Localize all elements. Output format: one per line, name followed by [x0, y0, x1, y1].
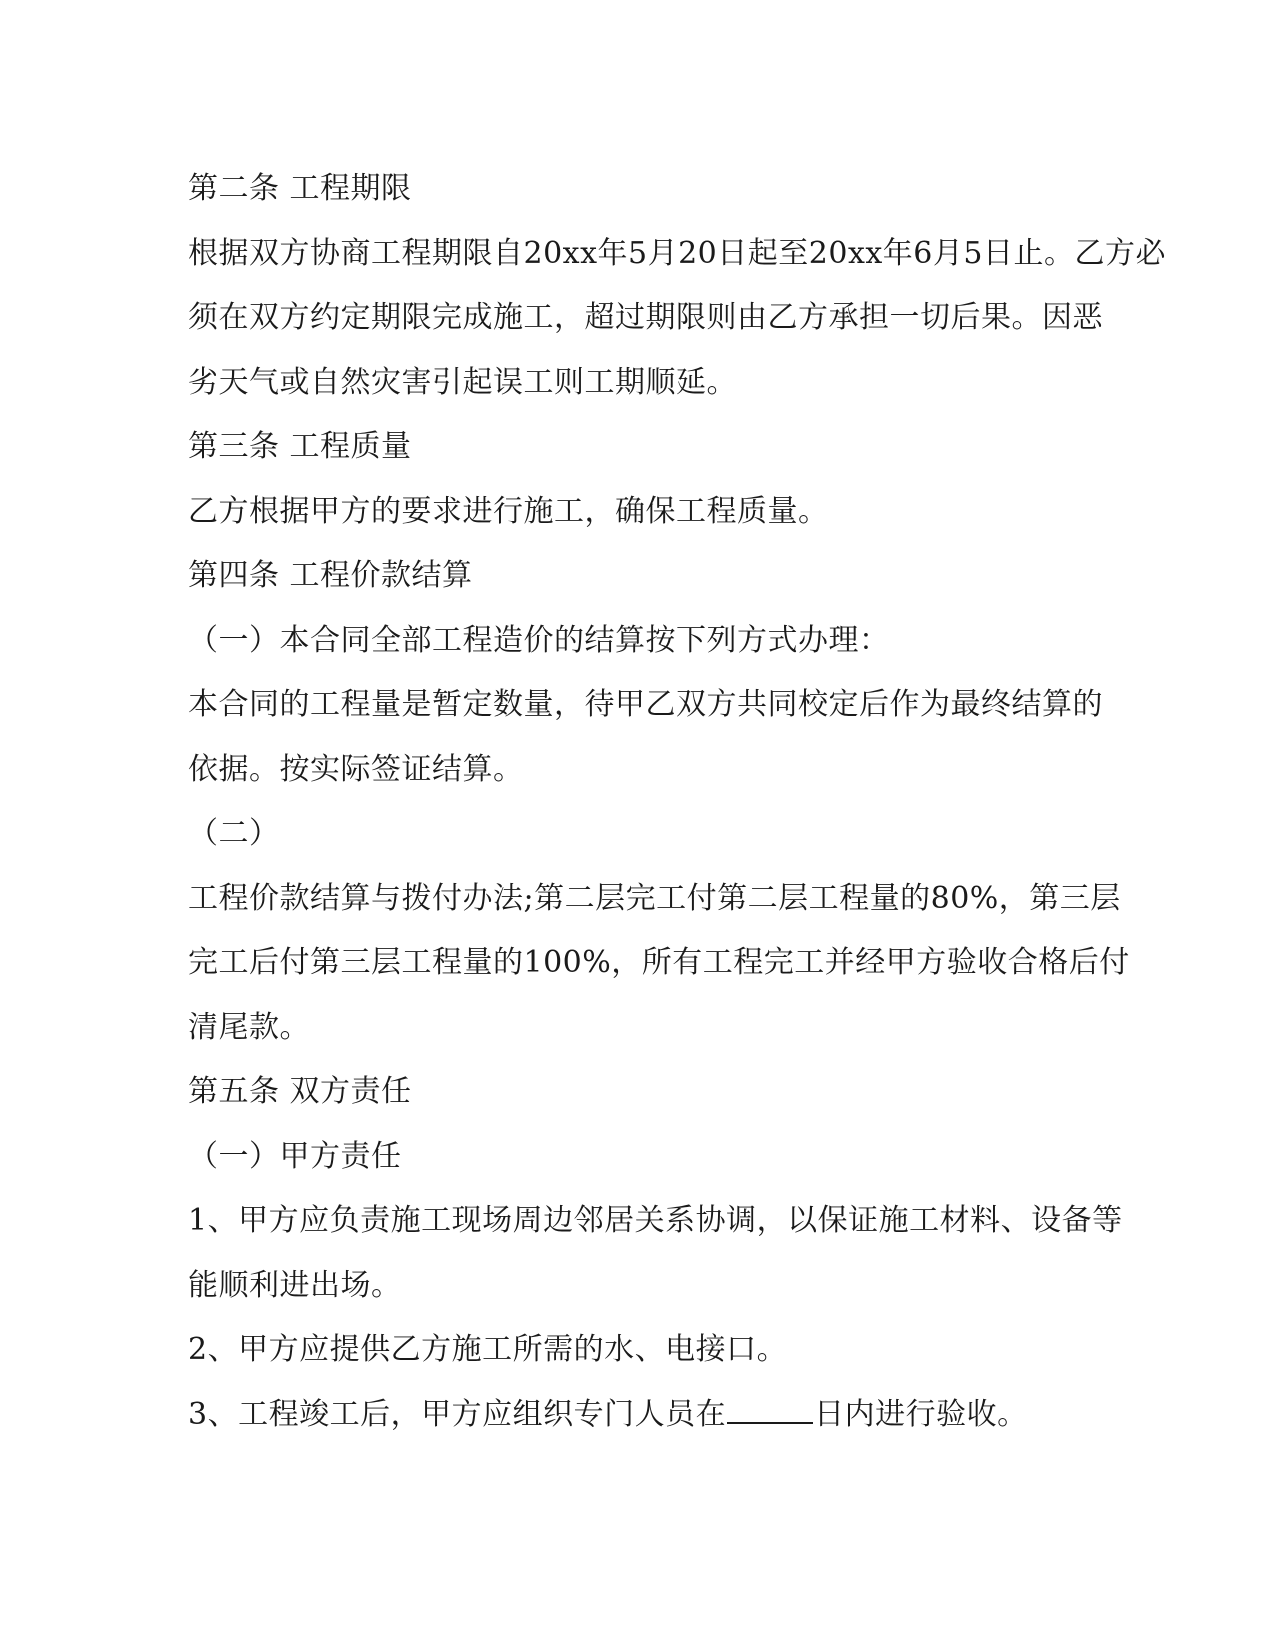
paragraph-line-with-blank [188, 1383, 1088, 1448]
text-after-blank: 日内进行验收。 [814, 1396, 1028, 1432]
paragraph-line: 须在双方约定期限完成施工，超过期限则由乙方承担一切后果。因恶 [188, 300, 1103, 335]
subsection-heading: （二） [188, 816, 280, 851]
paragraph-line: 本合同的工程量是暂定数量，待甲乙双方共同校定后作为最终结算的 [188, 687, 1103, 722]
paragraph-line: 清尾款。 [188, 1009, 310, 1045]
subsection-heading: （一）甲方责任 [188, 1138, 402, 1174]
text-before-blank: 3、工程竣工后，甲方应组织专门人员在 [188, 1396, 727, 1432]
paragraph-line: 1、甲方应负责施工现场周边邻居关系协调，以保证施工材料、设备等 [188, 1203, 1123, 1238]
paragraph-line: 依据。按实际签证结算。 [188, 751, 524, 787]
article-3-heading: 第三条 工程质量 [188, 429, 412, 464]
paragraph-line: 能顺利进出场。 [188, 1267, 402, 1303]
article-4-heading: 第四条 工程价款结算 [188, 558, 473, 593]
article-2-heading: 第二条 工程期限 [188, 171, 412, 206]
paragraph-line: 劣天气或自然灾害引起误工则工期顺延。 [188, 364, 737, 400]
paragraph-line: 乙方根据甲方的要求进行施工，确保工程质量。 [188, 493, 829, 529]
document-body [188, 157, 1166, 1447]
paragraph-line: 根据双方协商工程期限自20xx年5月20日起至20xx年6月5日止。乙方必 [188, 235, 1166, 271]
article-5-heading: 第五条 双方责任 [188, 1074, 412, 1109]
paragraph-line: 工程价款结算与拨付办法;第二层完工付第二层工程量的80%，第三层 [188, 880, 1121, 916]
fill-in-blank [727, 1396, 813, 1424]
paragraph-line: 2、甲方应提供乙方施工所需的水、电接口。 [188, 1332, 788, 1367]
paragraph-line: 完工后付第三层工程量的100%，所有工程完工并经甲方验收合格后付 [188, 945, 1130, 980]
subsection-heading: （一）本合同全部工程造价的结算按下列方式办理： [188, 622, 890, 658]
